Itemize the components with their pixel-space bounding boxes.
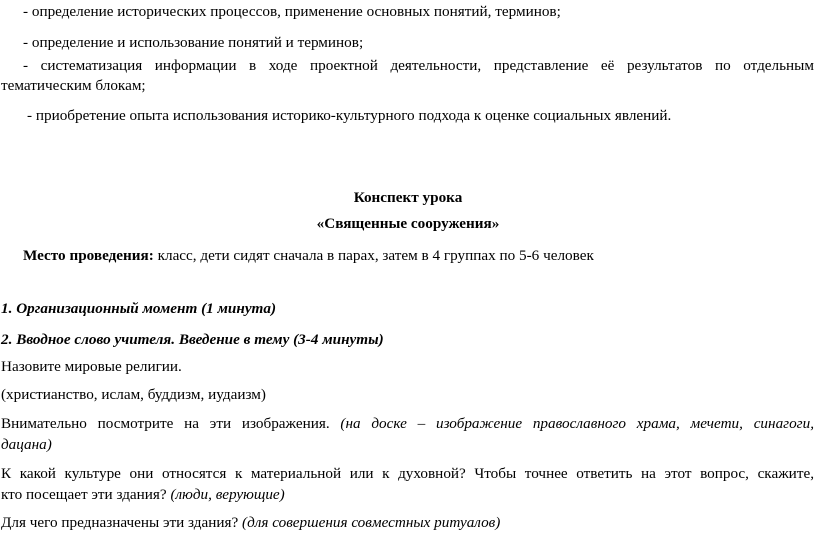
goal-item-4: - приобретение опыта использования историко-культурного подхода к оценке социальных явлений. [27,107,672,124]
goal-item-2: - определение и использование понятий и терминов; [23,34,364,51]
lesson-title: «Священные сооружения» [316,215,500,232]
paragraph-3-text: Для чего предназначены эти здания? [1,514,243,531]
goal-item-3-line-1: - систематизация информации в ходе проектной деятельности, представление её результатов по отдельным [23,57,814,74]
paragraph-3 [1,513,801,533]
paragraph-1-text: Внимательно посмотрите на эти изображения. [1,415,341,432]
paragraph-2-note: (люди, верующие) [170,486,285,503]
question-1: Назовите мировые религии. [1,358,182,375]
paragraph-2-text: кто посещает эти здания? [1,486,171,503]
place-value: класс, дети сидят сначала в парах, затем в 4 группах по 5-6 человек [153,247,594,264]
place-label: Место проведения: [23,247,154,264]
section-2-heading: 2. Вводное слово учителя. Введение в тему (3-4 минуты) [1,331,384,348]
paragraph-2-line-2 [1,485,801,505]
lesson-place [23,246,813,266]
paragraph-3-note: (для совершения совместных ритуалов) [242,514,501,531]
lesson-heading: Конспект урока [353,189,463,206]
section-1-heading: 1. Организационный момент (1 минута) [1,300,277,317]
paragraph-1-line-1 [1,414,814,434]
paragraph-1-note-cont: дацана) [1,436,52,453]
paragraph-2-line-1: К какой культуре они относятся к материальной или к духовной? Чтобы точнее ответить на этот вопрос, скажите, [1,465,814,482]
goal-item-1: - определение исторических процессов, применение основных понятий, терминов; [23,3,561,20]
answer-1: (христианство, ислам, буддизм, иудаизм) [1,386,266,403]
goal-item-3-line-2: тематическим блокам; [1,77,146,94]
paragraph-1-note: (на доске – изображение православного храма, мечети, синагоги, [340,415,814,432]
